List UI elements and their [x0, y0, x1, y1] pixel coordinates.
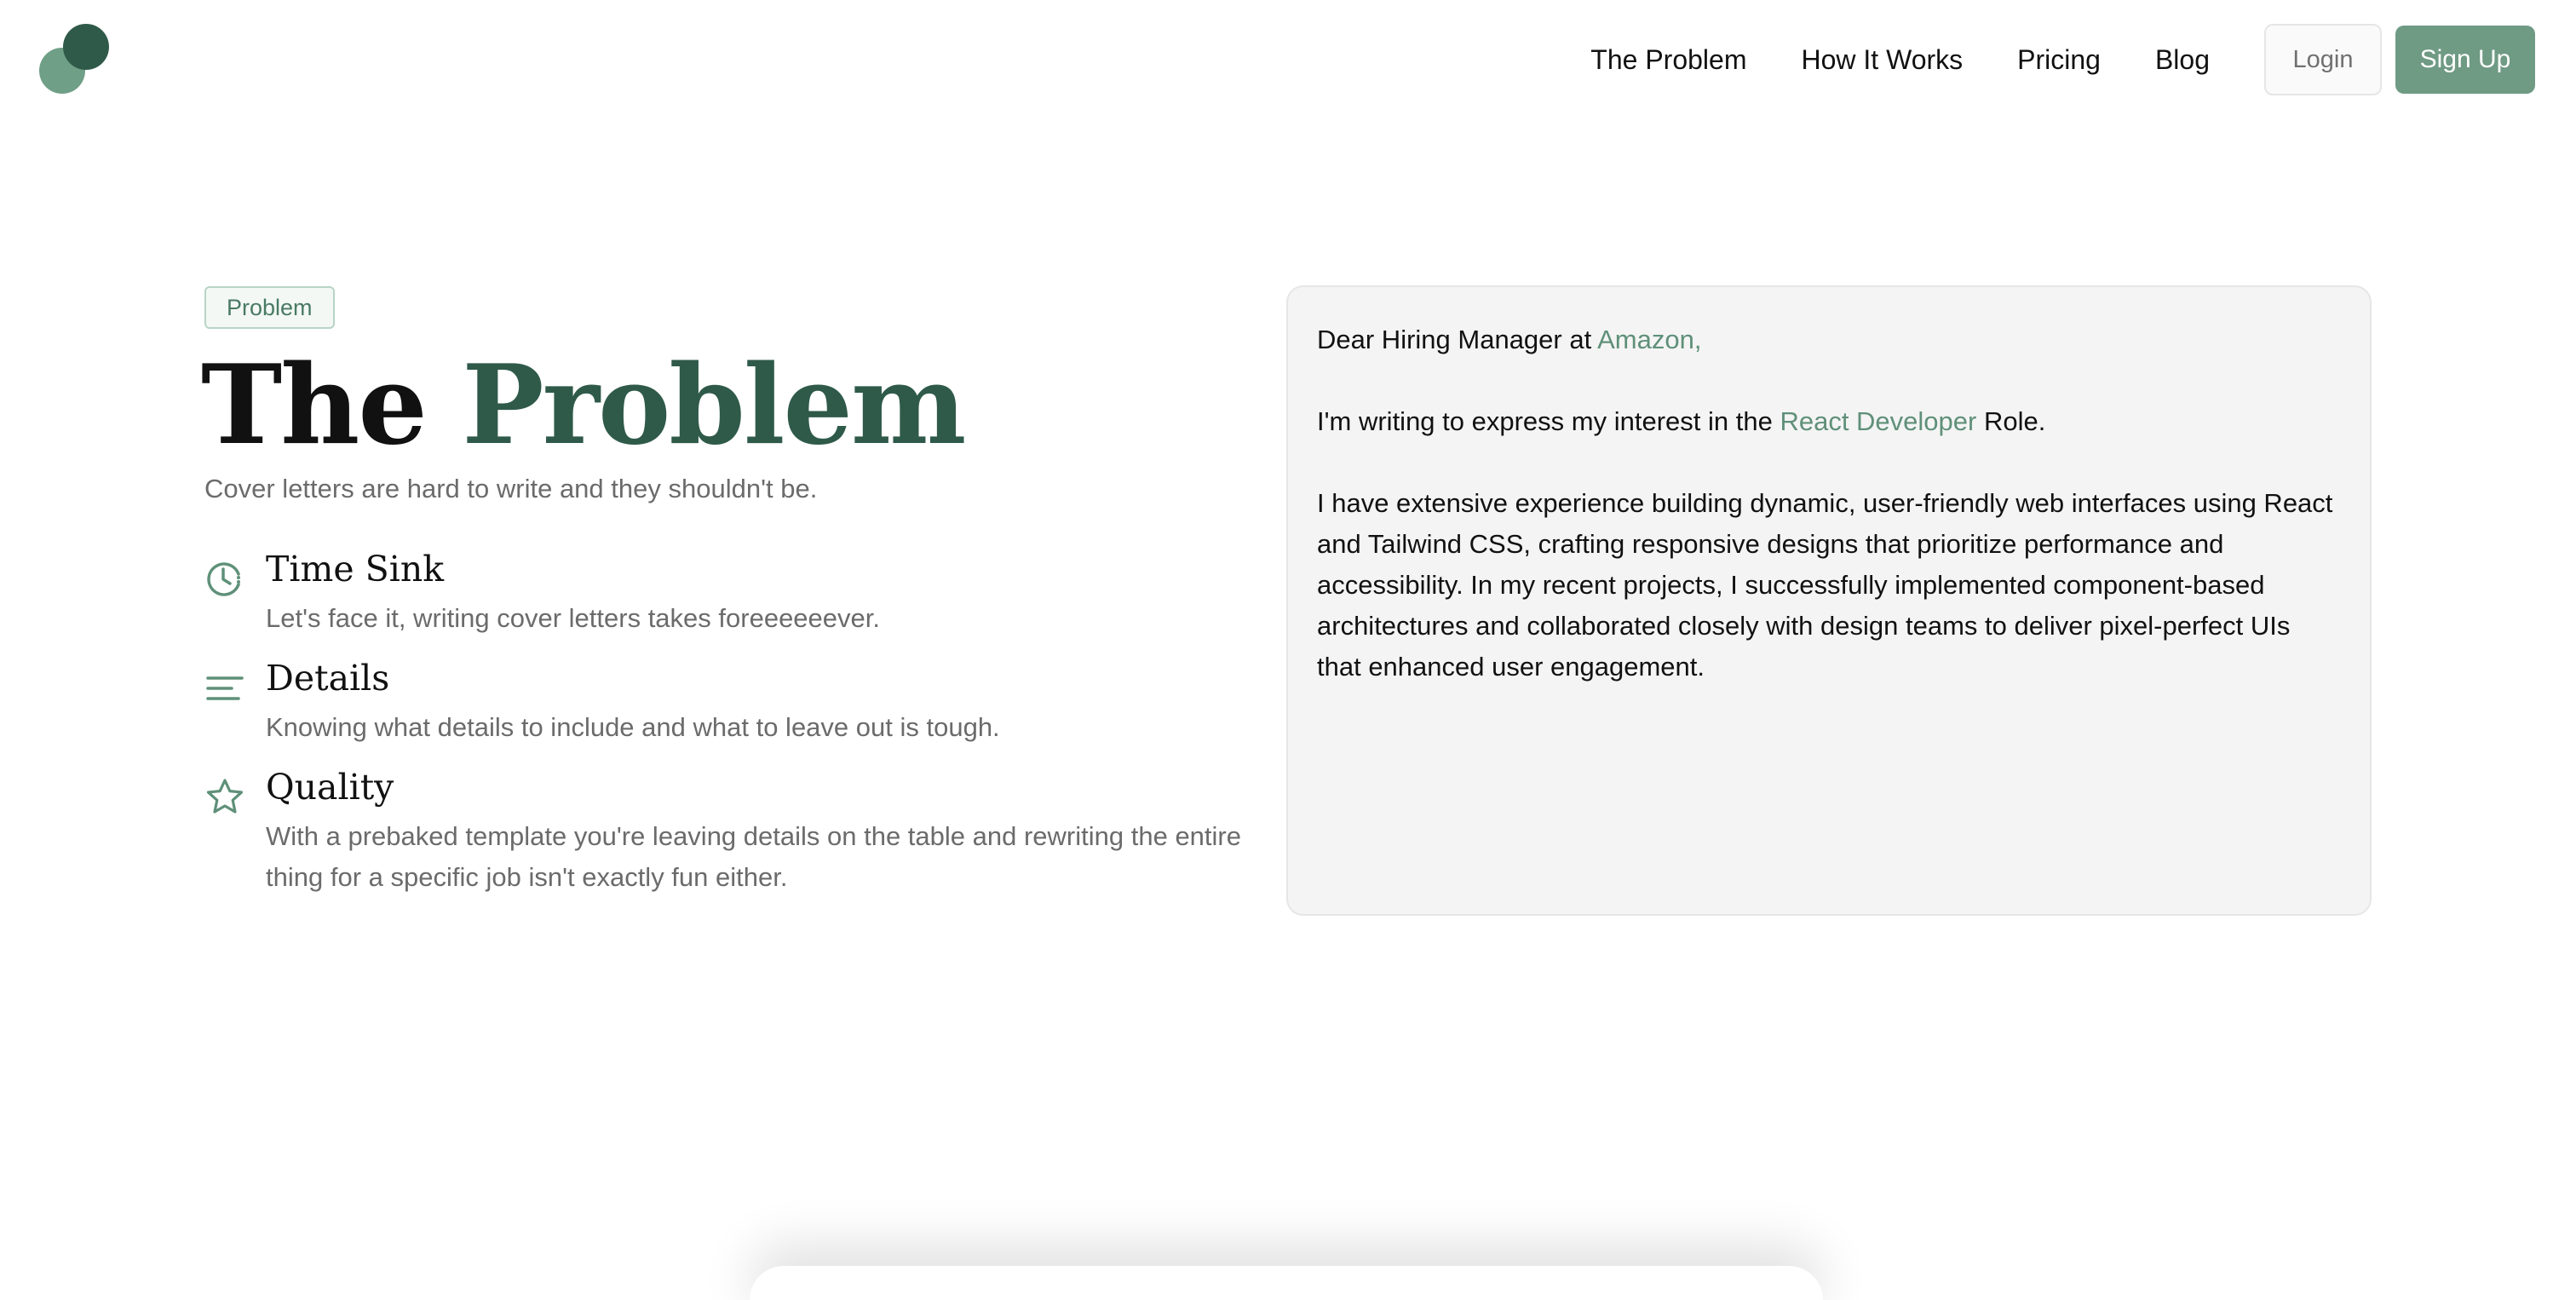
cover-letter-preview	[1286, 285, 2372, 916]
nav-the-problem[interactable]: The Problem	[1590, 43, 1747, 75]
main-nav	[1590, 24, 2535, 95]
login-button[interactable]: Login	[2264, 24, 2382, 95]
feature-description: With a prebaked template you're leaving details on the table and rewriting the entire thing for a specific job isn't exactly fun either.	[266, 821, 1241, 892]
lines-icon	[204, 668, 245, 709]
feature-description: Knowing what details to include and what to leave out is tough.	[266, 712, 1000, 742]
nav-blog[interactable]: Blog	[2154, 43, 2210, 75]
greeting-prefix: Dear Hiring Manager at	[1317, 325, 1592, 354]
page-subtitle: Cover letters are hard to write and they shouldn't be.	[204, 474, 818, 503]
interest-suffix: Role.	[1983, 406, 2046, 436]
title-part-2: Problem	[462, 342, 965, 469]
company-name: Amazon,	[1597, 325, 1702, 354]
feature-title: Details	[266, 658, 390, 699]
signup-button[interactable]: Sign Up	[2395, 26, 2535, 94]
feature-title: Time Sink	[266, 549, 445, 590]
star-icon	[204, 777, 245, 818]
logo-circle-dark	[63, 24, 109, 70]
site-header	[0, 0, 2576, 119]
letter-body: I have extensive experience building dynamic, user-friendly web interfaces using React and Tailwind CSS, crafting responsive designs that prioritize performance and accessibility. In my recent projects, I successfully implemented component-based architectures and collaborated closely with design teams to deliver pixel-perfect UIs that enhanced user engagement.	[1317, 488, 2333, 682]
role-name: React Developer	[1780, 406, 1977, 436]
feature-title: Quality	[266, 767, 394, 808]
bottom-panel-edge	[750, 1266, 1823, 1300]
feature-description: Let's face it, writing cover letters takes foreeeeeever.	[266, 603, 880, 633]
logo[interactable]	[39, 24, 111, 95]
letter-greeting	[1317, 319, 2341, 360]
letter-interest	[1317, 401, 2341, 442]
title-part-1: The	[201, 342, 426, 469]
nav-how-it-works[interactable]: How It Works	[1801, 43, 1964, 75]
clock-icon	[204, 559, 245, 600]
nav-pricing[interactable]: Pricing	[2017, 43, 2101, 75]
section-badge: Problem	[204, 286, 335, 329]
interest-prefix: I'm writing to express my interest in the	[1317, 406, 1773, 436]
page-title	[201, 337, 964, 474]
